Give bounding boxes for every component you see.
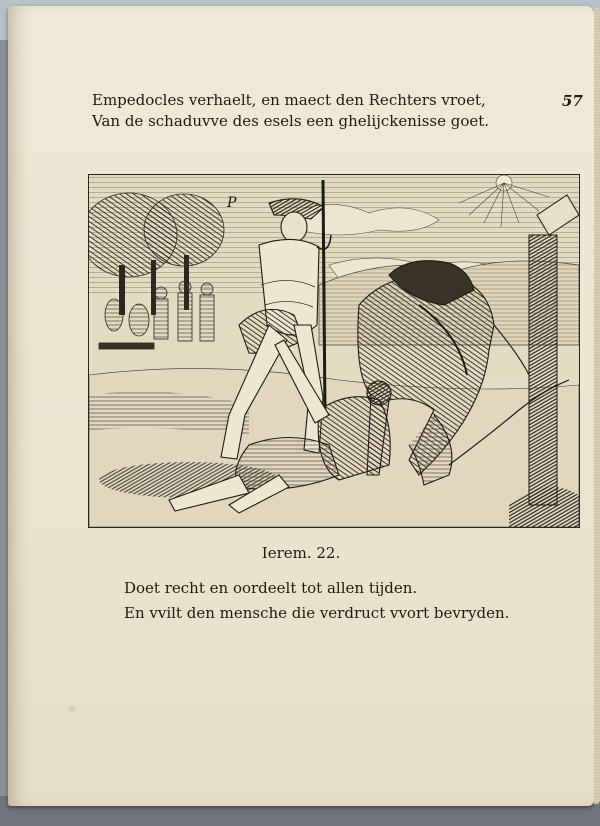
engraving-plate <box>88 174 580 528</box>
bottom-verse-line: En vvilt den mensche die verdruct vvort bevryden. <box>124 604 510 622</box>
page-edge <box>594 8 600 804</box>
foxing-spot <box>68 706 76 712</box>
plate-letter: P <box>227 195 237 211</box>
bottom-verse <box>124 576 544 626</box>
book-page <box>8 6 594 806</box>
scripture-reference: Ierem. 22. <box>261 544 341 562</box>
top-verse-line: Empedocles verhaelt, en maect den Rechters vroet, <box>92 91 486 109</box>
engraving-illustration <box>89 175 579 527</box>
staff <box>323 180 325 415</box>
page-number: 57 <box>562 92 583 110</box>
top-verse <box>92 90 512 132</box>
bottom-verse-line: Doet recht en oordeelt tot allen tijden. <box>124 579 418 597</box>
top-verse-line: Van de schaduvve des esels een ghelijckenisse goet. <box>92 112 490 130</box>
